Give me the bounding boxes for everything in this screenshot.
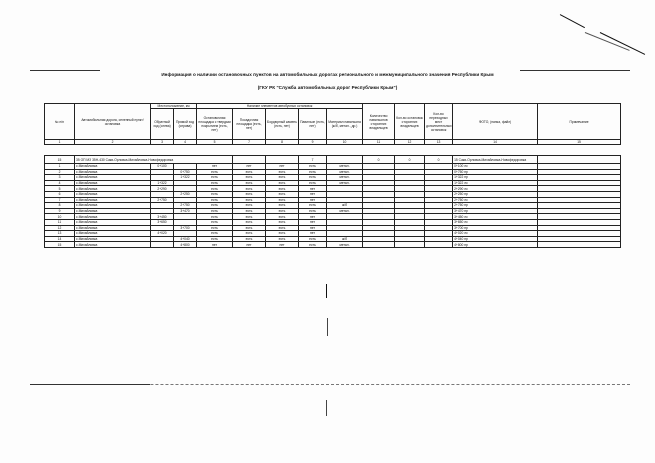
cell-pav: есть <box>299 180 327 186</box>
cell-name: с.Михайловка <box>75 169 151 175</box>
header-elements-group: Наличие элементов автобусных остановок <box>197 104 363 109</box>
cell-platform: есть <box>197 225 233 231</box>
cell-mat: метал. <box>327 169 363 175</box>
cell-name: с.Михайловка <box>75 236 151 242</box>
cell-num: 10 <box>45 214 75 220</box>
cell-curb: есть <box>266 214 299 220</box>
stops-body <box>45 164 621 248</box>
cell-rev: 3+650 <box>151 219 174 225</box>
cell-landing: есть <box>233 214 266 220</box>
cell-landing: нет <box>233 164 266 170</box>
scan-mark-center-2 <box>327 318 328 336</box>
cell-landing: есть <box>233 231 266 237</box>
cell-pav: есть <box>299 236 327 242</box>
cell-num: 1 <box>45 164 75 170</box>
cell-platform: есть <box>197 180 233 186</box>
header-direct: Прямой ход (справа) <box>174 109 197 140</box>
cell-platform: есть <box>197 219 233 225</box>
cell-rev: 4+020 <box>151 231 174 237</box>
column-number-row: 1 2 3 4 5 7 8 9 10 11 12 13 14 15 <box>45 140 621 145</box>
title-rule-right <box>520 70 630 71</box>
cell-platform: есть <box>197 191 233 197</box>
cell-landing: есть <box>233 236 266 242</box>
cell-photo: 2+250 пр <box>453 191 538 197</box>
cell-curb: есть <box>266 236 299 242</box>
cell-pav: есть <box>299 169 327 175</box>
cell-num: 5 <box>45 186 75 192</box>
scan-line-bottom-left <box>30 384 150 385</box>
cell-landing: есть <box>233 219 266 225</box>
cell-rev: 2+750 <box>151 197 174 203</box>
cell-name: с.Михайловка <box>75 191 151 197</box>
cell-photo: 4+800 пр <box>453 242 538 248</box>
cell-landing: есть <box>233 186 266 192</box>
cell-rev <box>151 242 174 248</box>
cell-photo: 2+750 лс <box>453 197 538 203</box>
cell-curb: есть <box>266 180 299 186</box>
cell-landing: нет <box>233 242 266 248</box>
cell-landing: есть <box>233 203 266 209</box>
road-row: 15 35 ОП МЗ 35Н-430 Саки-Орловка-Михайловка-Новофедоровка 7 0 0 0 15 Саки-Орловка-Михайловка-Новофедоровка <box>45 156 621 164</box>
cell-dir: 4+040 <box>174 236 197 242</box>
cell-dir: 4+800 <box>174 242 197 248</box>
cell-curb: есть <box>266 169 299 175</box>
cell-platform: есть <box>197 175 233 181</box>
cell-name: с.Михайловка <box>75 203 151 209</box>
table-row <box>45 242 621 248</box>
cell-mat: ж/б <box>327 203 363 209</box>
cell-landing: есть <box>233 180 266 186</box>
header-location-group: Местоположение, км <box>151 104 197 109</box>
cell-mat: метал. <box>327 175 363 181</box>
cell-curb: нет <box>266 164 299 170</box>
header-material: Материал павильона (ж/б, метал., др.) <box>327 109 363 140</box>
cell-name: с.Михайловка <box>75 231 151 237</box>
scan-mark-center <box>326 284 327 298</box>
cell-platform: нет <box>197 242 233 248</box>
cell-mat: ж/б <box>327 236 363 242</box>
cell-rev: 1+322 <box>151 180 174 186</box>
cell-num: 3 <box>45 175 75 181</box>
document-title: Информация о наличии остановочных пунктов на автомобильных дорогах регионального и межмуниципального значения Республики Крым <box>161 72 494 77</box>
cell-dir: 3+470 <box>174 208 197 214</box>
cell-name: с.Михайловка <box>75 242 151 248</box>
cell-name: с.Михайловка <box>75 180 151 186</box>
cell-dir: 2+250 <box>174 191 197 197</box>
scan-mark-center-3 <box>326 400 327 416</box>
document-subtitle: (ГКУ РК "Служба автомобильных дорог Республики Крым") <box>257 85 398 90</box>
cell-curb: есть <box>266 186 299 192</box>
cell-landing: есть <box>233 225 266 231</box>
cell-pav: есть <box>299 242 327 248</box>
cell-mat: метал. <box>327 180 363 186</box>
header-pavilion: Павильон (есть, нет) <box>299 109 327 140</box>
cell-mat: метал. <box>327 242 363 248</box>
title-rule-left <box>30 70 100 71</box>
cell-landing: есть <box>233 169 266 175</box>
cell-pav: нет <box>299 191 327 197</box>
cell-rev: 2+290 <box>151 186 174 192</box>
cell-mat: метал. <box>327 164 363 170</box>
cell-landing: есть <box>233 191 266 197</box>
cell-pav: нет <box>299 219 327 225</box>
cell-curb: есть <box>266 191 299 197</box>
cell-dir: 2+750 <box>174 203 197 209</box>
cell-num: 4 <box>45 180 75 186</box>
scan-artifact-top-right <box>560 14 585 28</box>
cell-pav: есть <box>299 175 327 181</box>
cell-curb: есть <box>266 175 299 181</box>
cell-curb: есть <box>266 219 299 225</box>
cell-pav: нет <box>299 225 327 231</box>
cell-photo: 1+322 пр <box>453 175 538 181</box>
cell-name: с.Михайловка <box>75 197 151 203</box>
cell-name: с.Михайловка <box>75 164 151 170</box>
cell-num: 7 <box>45 197 75 203</box>
cell-curb: есть <box>266 231 299 237</box>
cell-pav: нет <box>299 186 327 192</box>
cell-num: 8 <box>45 203 75 209</box>
cell-platform: есть <box>197 236 233 242</box>
cell-num: 13 <box>45 231 75 237</box>
cell-curb: есть <box>266 225 299 231</box>
cell-pav: есть <box>299 164 327 170</box>
header-road: Автомобильная дорога, селенный пункт/остановка <box>75 104 151 140</box>
scan-artifact-top-right-2 <box>600 32 645 55</box>
cell-name: с.Михайловка <box>75 219 151 225</box>
header-count-without: Кол-во переходных мест дополнительных остановок <box>425 104 453 140</box>
cell-curb: есть <box>266 203 299 209</box>
cell-curb: нет <box>266 242 299 248</box>
cell-pav: есть <box>299 208 327 214</box>
cell-pav: нет <box>299 214 327 220</box>
cell-name: с.Михайловка <box>75 186 151 192</box>
cell-platform: есть <box>197 208 233 214</box>
cell-num: 12 <box>45 225 75 231</box>
cell-photo: 0+100 лс <box>453 164 538 170</box>
cell-name: с.Михайловка <box>75 214 151 220</box>
header-count-owners: Кол-во остановок сторонних владельцев <box>395 104 425 140</box>
header-num: № п/п <box>45 104 75 140</box>
header-curb: Бордюрный камень (есть, нет) <box>266 109 299 140</box>
cell-rev: 0+100 <box>151 164 174 170</box>
header-platform: Остановочная площадка с твердым покрытием (есть, нет) <box>197 109 233 140</box>
header-count-stations: Количество павильонов сторонних владельцев <box>363 104 395 140</box>
cell-photo: 4+020 лс <box>453 231 538 237</box>
cell-dir: 3+700 <box>174 225 197 231</box>
cell-name: с.Михайловка <box>75 225 151 231</box>
cell-photo: 4+040 пр <box>453 236 538 242</box>
cell-photo: 3+470 пр <box>453 208 538 214</box>
cell-pav: нет <box>299 197 327 203</box>
header-landing: Посадочная площадка (есть, нет) <box>233 109 266 140</box>
cell-platform: есть <box>197 203 233 209</box>
cell-rev: 3+450 <box>151 214 174 220</box>
cell-photo: 0+750 пр <box>453 169 538 175</box>
cell-num: 14 <box>45 236 75 242</box>
header-note: Примечание <box>538 104 621 140</box>
cell-curb: есть <box>266 197 299 203</box>
cell-curb: есть <box>266 208 299 214</box>
cell-platform: есть <box>197 214 233 220</box>
cell-num: 9 <box>45 208 75 214</box>
cell-pav: нет <box>299 231 327 237</box>
header-reverse: Обратный ход (слева) <box>151 109 174 140</box>
road-name: 35 ОП МЗ 35Н-430 Саки-Орловка-Михайловка-Новофедоровка <box>75 156 233 164</box>
cell-num: 15 <box>45 242 75 248</box>
cell-photo: 3+450 лс <box>453 214 538 220</box>
cell-photo: 1+322 лс <box>453 180 538 186</box>
cell-platform: есть <box>197 231 233 237</box>
cell-platform: есть <box>197 169 233 175</box>
cell-name: с.Михайловка <box>75 208 151 214</box>
cell-num: 11 <box>45 219 75 225</box>
cell-landing: есть <box>233 197 266 203</box>
cell-platform: нет <box>197 164 233 170</box>
cell-platform: есть <box>197 197 233 203</box>
cell-photo: 3+650 лс <box>453 219 538 225</box>
cell-dir: 1+322 <box>174 175 197 181</box>
cell-photo: 3+700 пр <box>453 225 538 231</box>
bus-stops-table <box>44 103 621 248</box>
cell-photo: 2+290 лс <box>453 186 538 192</box>
cell-num: 6 <box>45 191 75 197</box>
cell-name: с.Михайловка <box>75 175 151 181</box>
cell-platform: есть <box>197 186 233 192</box>
cell-landing: есть <box>233 175 266 181</box>
cell-num: 2 <box>45 169 75 175</box>
cell-landing: есть <box>233 208 266 214</box>
cell-dir: 0+750 <box>174 169 197 175</box>
cell-photo: 2+750 пр <box>453 203 538 209</box>
cell-pav: есть <box>299 203 327 209</box>
header-photo: ФОТО, (папка, файл) <box>453 104 538 140</box>
cell-mat: метал. <box>327 208 363 214</box>
